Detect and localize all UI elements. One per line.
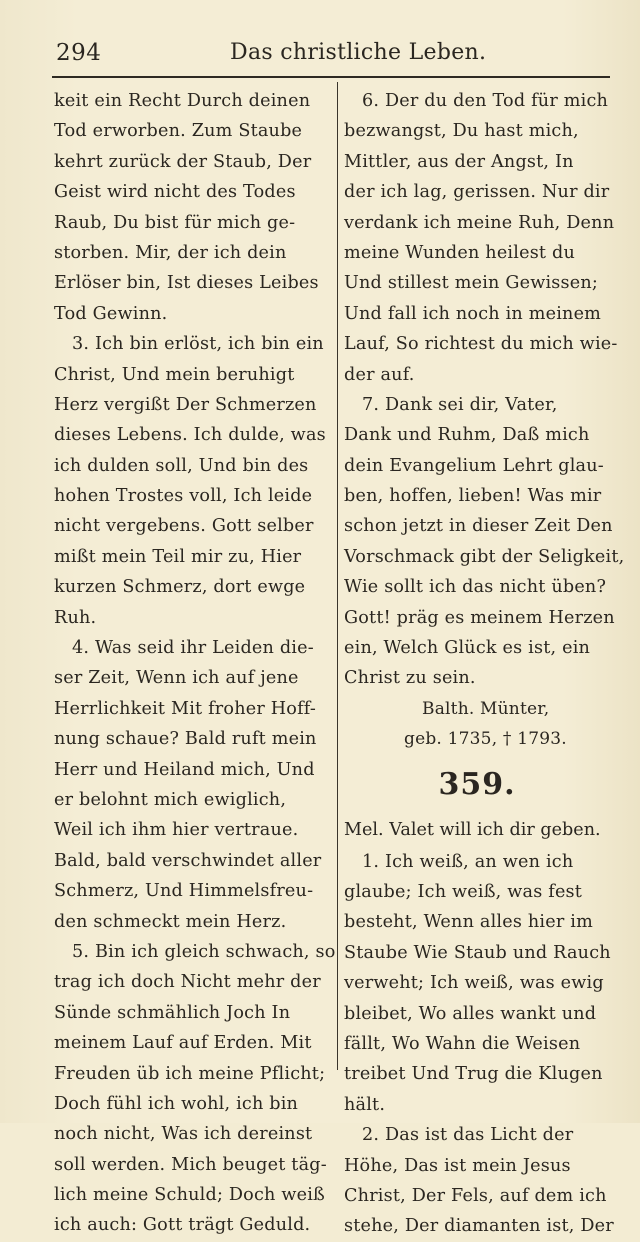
text-line: nicht vergebens. Gott selber bbox=[54, 516, 314, 537]
text-line: hält. bbox=[344, 1094, 386, 1115]
text-line: schon jetzt in dieser Zeit Den bbox=[344, 516, 613, 537]
text-line: ein, Welch Glück es ist, ein bbox=[344, 638, 591, 659]
page-header bbox=[52, 38, 608, 78]
text-line: Und stillest mein Gewissen; bbox=[344, 273, 599, 294]
text-line: Gott! präg es meinem Herzen bbox=[344, 607, 615, 628]
text-line: ser Zeit, Wenn ich auf jene bbox=[54, 668, 299, 689]
text-line: bleibet, Wo alles wankt und bbox=[344, 1003, 597, 1024]
verse-6-start: 6. Der du den Tod für mich bbox=[362, 91, 609, 111]
text-line: meine Wunden heilest du bbox=[344, 242, 575, 263]
text-line: keit ein Recht Durch deinen bbox=[54, 91, 311, 111]
text-line: Mittler, aus der Angst, In bbox=[344, 151, 574, 172]
text-line: Erlöser bin, Ist dieses Leibes bbox=[54, 273, 319, 294]
text-line: Tod Gewinn. bbox=[54, 303, 168, 324]
text-line: fällt, Wo Wahn die Weisen bbox=[344, 1033, 581, 1054]
text-line: Weil ich ihm hier vertraue. bbox=[54, 820, 299, 841]
text-line: stehe, Der diamanten ist, Der bbox=[344, 1216, 614, 1237]
text-line: Schmerz, Und Himmelsfreu- bbox=[54, 881, 314, 902]
text-line: meinem Lauf auf Erden. Mit bbox=[54, 1033, 312, 1054]
text-line: Bald, bald verschwindet aller bbox=[54, 850, 322, 871]
text-line: Herr und Heiland mich, Und bbox=[54, 759, 315, 780]
text-line: Christ zu sein. bbox=[344, 668, 476, 689]
hymn-number: 359. bbox=[438, 766, 516, 802]
text-line: soll werden. Mich beuget täg- bbox=[54, 1154, 327, 1175]
text-line: Doch fühl ich wohl, ich bin bbox=[54, 1093, 299, 1114]
text-line: kurzen Schmerz, dort ewge bbox=[54, 577, 306, 598]
text-line: der auf. bbox=[344, 364, 415, 385]
text-line: Freuden üb ich meine Pflicht; bbox=[54, 1063, 326, 1084]
text-line: besteht, Wenn alles hier im bbox=[344, 912, 593, 933]
verse-4-start: 4. Was seid ihr Leiden die- bbox=[72, 638, 314, 659]
author-name: Balth. Münter, bbox=[422, 698, 550, 719]
text-line: Christ, Und mein beruhigt bbox=[54, 364, 295, 385]
left-column bbox=[54, 86, 336, 1241]
page-number: 294 bbox=[56, 40, 102, 66]
right-column bbox=[344, 86, 625, 1242]
text-line: lich meine Schuld; Doch weiß bbox=[54, 1185, 325, 1206]
text-line: Raub, Du bist für mich ge- bbox=[54, 212, 296, 233]
text-line: verdank ich meine Ruh, Denn bbox=[344, 212, 615, 233]
text-line: verweht; Ich weiß, was ewig bbox=[344, 973, 604, 994]
verse-1-start: 1. Ich weiß, an wen ich bbox=[362, 851, 574, 872]
running-head: Das christliche Leben. bbox=[230, 40, 487, 65]
text-line: mißt mein Teil mir zu, Hier bbox=[54, 546, 302, 567]
text-line: dieses Lebens. Ich dulde, was bbox=[54, 425, 326, 446]
text-line: den schmeckt mein Herz. bbox=[54, 911, 287, 932]
text-line: trag ich doch Nicht mehr der bbox=[54, 972, 321, 993]
text-line: bezwangst, Du hast mich, bbox=[344, 121, 579, 142]
text-line: storben. Mir, der ich dein bbox=[54, 242, 287, 263]
text-line: Dank und Ruhm, Daß mich bbox=[344, 425, 590, 446]
text-line: glaube; Ich weiß, was fest bbox=[344, 881, 583, 902]
text-line: Geist wird nicht des Todes bbox=[54, 182, 296, 203]
text-line: der ich lag, gerissen. Nur dir bbox=[344, 182, 610, 203]
header-rule bbox=[52, 76, 610, 78]
verse-2-start: 2. Das ist das Licht der bbox=[362, 1125, 574, 1146]
verse-5-start: 5. Bin ich gleich schwach, so bbox=[72, 941, 336, 962]
text-line: Tod erworben. Zum Staube bbox=[54, 121, 303, 142]
text-line: ich auch: Gott trägt Geduld. bbox=[54, 1215, 311, 1236]
column-divider bbox=[337, 82, 338, 1070]
text-line: Herrlichkeit Mit froher Hoff- bbox=[54, 698, 317, 719]
text-line: Staube Wie Staub und Rauch bbox=[344, 942, 611, 963]
verse-3-start: 3. Ich bin erlöst, ich bin ein bbox=[72, 334, 324, 355]
text-line: Vorschmack gibt der Seligkeit, bbox=[344, 546, 625, 567]
text-line: Und fall ich noch in meinem bbox=[344, 303, 602, 324]
melody-line: Mel. Valet will ich dir geben. bbox=[344, 819, 601, 840]
verse-7-start: 7. Dank sei dir, Vater, bbox=[362, 394, 558, 415]
text-line: Höhe, Das ist mein Jesus bbox=[344, 1155, 571, 1176]
text-line: Ruh. bbox=[54, 607, 97, 628]
text-line: Wie sollt ich das nicht üben? bbox=[344, 577, 607, 598]
text-line: Lauf, So richtest du mich wie- bbox=[344, 334, 618, 355]
text-line: nung schaue? Bald ruft mein bbox=[54, 729, 317, 750]
text-line: noch nicht, Was ich dereinst bbox=[54, 1124, 313, 1145]
text-line: er belohnt mich ewiglich, bbox=[54, 789, 287, 810]
text-line: Sünde schmählich Joch In bbox=[54, 1002, 291, 1023]
text-line: Herz vergißt Der Schmerzen bbox=[54, 394, 317, 415]
text-line: ben, hoffen, lieben! Was mir bbox=[344, 486, 602, 507]
text-line: ich dulden soll, Und bin des bbox=[54, 455, 309, 476]
text-line: dein Evangelium Lehrt glau- bbox=[344, 455, 604, 476]
text-line: Christ, Der Fels, auf dem ich bbox=[344, 1185, 607, 1206]
text-line: treibet Und Trug die Klugen bbox=[344, 1064, 603, 1085]
author-dates: geb. 1735, † 1793. bbox=[404, 729, 567, 750]
text-line: hohen Trostes voll, Ich leide bbox=[54, 486, 313, 507]
text-line: kehrt zurück der Staub, Der bbox=[54, 151, 312, 172]
